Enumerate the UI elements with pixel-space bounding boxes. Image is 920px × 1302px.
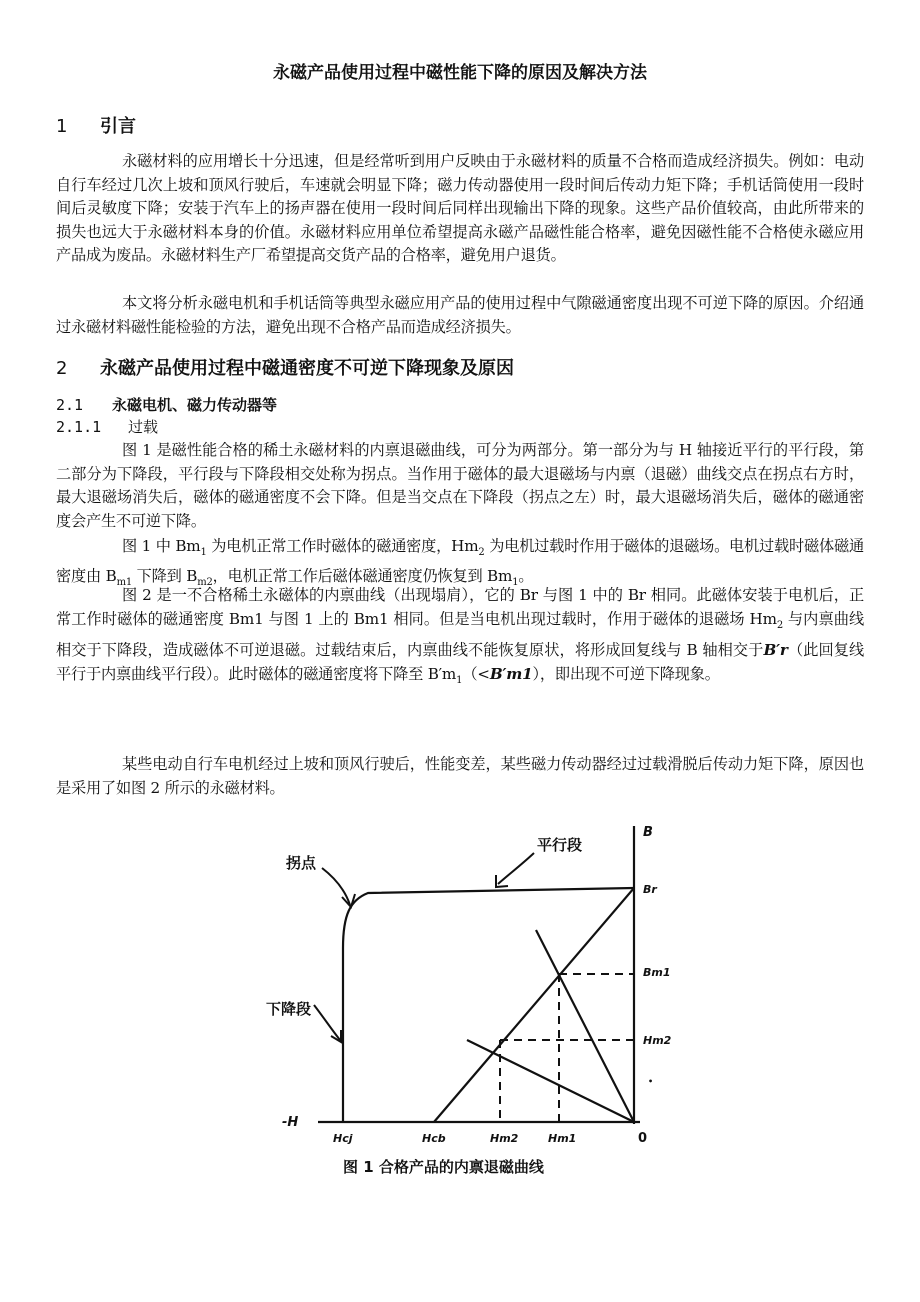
section-2-1-heading — [56, 394, 277, 415]
load-line-2 — [536, 930, 634, 1122]
figure-caption: 图 1 合格产品的内禀退磁曲线 — [343, 1158, 544, 1176]
paragraph-overload-1: 图 1 是磁性能合格的稀土永磁材料的内禀退磁曲线，可分为两部分。第一部分为与 H 轴接近平行的平行段，第二部分为下降段，平行段与下降段相交处称为拐点。当作用于磁体的最大退磁场与内禀（退磁）曲线交点在拐点右方时，最大退磁场消失后，磁体的磁通密度不会下降。但是当交点在下降段（拐点之左）时，最大退磁场消失后，磁体的磁通密度会产生不可逆下降。 — [56, 441, 864, 530]
label-hcb: Hcb — [422, 1132, 446, 1145]
formula-bm1-prime: B′m1 — [489, 665, 533, 684]
section-2-1-number: 2.1 — [56, 396, 84, 414]
label-bm1: Bm1 — [643, 966, 671, 979]
label-hm2: Hm2 — [490, 1132, 519, 1145]
section-2-1-title: 永磁电机、磁力传动器等 — [112, 396, 278, 414]
label-neg-h: -H — [282, 1115, 299, 1130]
paragraph-overload-3: 图 2 是一不合格稀土永磁体的内禀曲线（出现塌肩），它的 Br 与图 1 中的 Br 相同。此磁体安装于电机后，正常工作时磁体的磁通密度 Bm1 与图 1 上的 Bm1 相同。但是当电机出现过载时，作用于磁体的退磁场 $Hm_2$ 与内禀曲线相交于下降段，造成磁体不可逆退磁。过载结束后，内禀曲线不能恢复原状，将形成回复线与 B 轴相交于B′r（此回复线平行于内禀曲线平行段）。此时磁体的磁通密度将下降至 $B'm_1(<B'm1)$，即出现不可逆下降现象。 — [56, 586, 864, 687]
label-hcj: Hcj — [333, 1132, 353, 1145]
label-drop: 下降段 — [266, 1000, 312, 1018]
section-2-number: 2 — [56, 358, 68, 379]
intrinsic-curve — [343, 888, 634, 1122]
label-dot: • — [648, 1077, 654, 1086]
label-b-axis: B — [643, 825, 653, 840]
section-1-title: 引言 — [100, 116, 136, 137]
paragraph-overload-4: 某些电动自行车电机经过上坡和顶风行驶后，性能变差，某些磁力传动器经过过载滑脱后传动力矩下降，原因也是采用了如图 2 所示的永磁材料。 — [56, 755, 864, 797]
formula-br-prime: B′r — [763, 641, 788, 660]
section-2-1-1-heading — [56, 416, 158, 437]
label-origin: 0 — [638, 1131, 648, 1146]
section-2-heading — [56, 354, 514, 380]
section-2-1-1-title: 过载 — [128, 418, 159, 436]
section-2-title: 永磁产品使用过程中磁通密度不可逆下降现象及原因 — [100, 358, 514, 379]
label-br: Br — [643, 883, 657, 896]
label-parallel: 平行段 — [537, 836, 583, 854]
knee-arrow — [322, 868, 350, 905]
section-2-1-1-number: 2.1.1 — [56, 418, 102, 436]
label-knee: 拐点 — [286, 854, 317, 872]
section-1-number: 1 — [56, 116, 68, 137]
figure-1-demagnetization-curve — [0, 810, 920, 1190]
document-title: 永磁产品使用过程中磁性能下降的原因及解决方法 — [273, 63, 647, 83]
drop-arrow — [314, 1005, 340, 1040]
parallel-arrow — [498, 853, 534, 884]
paragraph-intro-1: 永磁材料的应用增长十分迅速，但是经常听到用户反映由于永磁材料的质量不合格而造成经济损失。例如：电动自行车经过几次上坡和顶风行驶后，车速就会明显下降；磁力传动器使用一段时间后传动力矩下降；手机话筒使用一段时间后灵敏度下降；安装于汽车上的扬声器在使用一段时间后同样出现输出下降的现象。这些产品价值较高，由此所带来的损失也远大于永磁材料本身的价值。永磁材料应用单位希望提高永磁产品磁性能合格率，避免因磁性能不合格使永磁应用产品成为废品。永磁材料生产厂希望提高交货产品的合格率，避免用户退货。 — [56, 152, 864, 265]
section-1-heading — [56, 112, 136, 138]
load-line-3 — [467, 1040, 634, 1122]
load-line-1 — [434, 888, 634, 1122]
paragraph-overload-2: 图 1 中 $Bm_1$ 为电机正常工作时磁体的磁通密度，$Hm_2$ 为电机过载时作用于磁体的退磁场。电机过载时磁体磁通密度由 $B_{m1}$ 下降到 $B_{m2}$，电机正常工作后磁体磁通密度仍恢复到 $Bm_1$。 — [56, 537, 864, 588]
paragraph-intro-2: 本文将分析永磁电机和手机话筒等典型永磁应用产品的使用过程中气隙磁通密度出现不可逆下降的原因。介绍通过永磁材料磁性能检验的方法，避免出现不合格产品而造成经济损失。 — [56, 294, 864, 336]
label-hm1: Hm1 — [548, 1132, 577, 1145]
label-hm2-right: Hm2 — [643, 1034, 672, 1047]
